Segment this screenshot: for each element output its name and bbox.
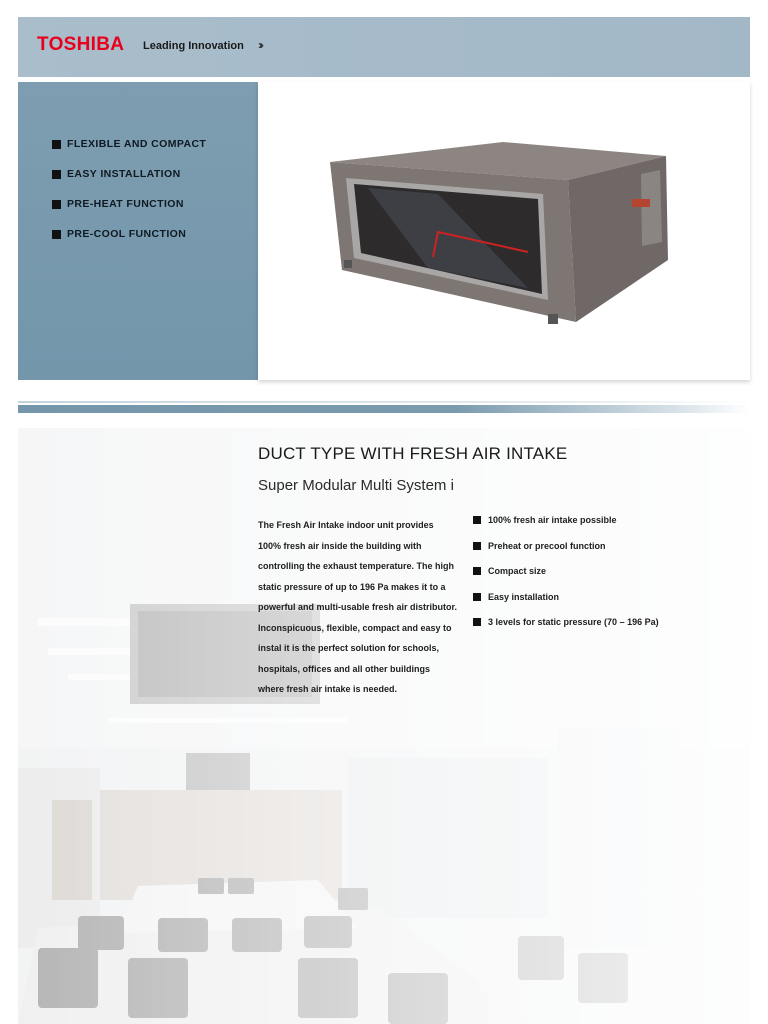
arrows-icon: ››› <box>258 38 261 52</box>
bullet-square-icon <box>52 230 61 239</box>
description-paragraph: Inconspicuous, flexible, compact and easy to instal it is the perfect solution for schools, hospitals, offices and all other buildings where fresh air intake is needed. <box>258 622 452 694</box>
highlight-label: Compact size <box>488 566 547 577</box>
highlight-label: Easy installation <box>488 591 560 602</box>
highlight-item <box>473 617 659 643</box>
feature-item <box>52 228 206 258</box>
feature-label: EASY INSTALLATION <box>67 168 181 180</box>
feature-label: PRE-COOL FUNCTION <box>67 228 187 240</box>
toshiba-logo: TOSHIBA <box>37 34 125 55</box>
bullet-square-icon <box>52 200 61 209</box>
feature-item <box>52 168 206 198</box>
feature-item <box>52 138 206 168</box>
feature-item <box>52 198 206 228</box>
feature-panel <box>18 82 258 380</box>
bullet-square-icon <box>473 542 481 550</box>
bullet-square-icon <box>52 140 61 149</box>
feature-label: PRE-HEAT FUNCTION <box>67 198 184 210</box>
bullet-square-icon <box>473 516 481 524</box>
bullet-square-icon <box>473 593 481 601</box>
highlight-list <box>473 515 659 643</box>
page-subtitle: Super Modular Multi System i <box>258 477 454 494</box>
duct-unit-image <box>258 82 750 380</box>
bullet-square-icon <box>52 170 61 179</box>
description-paragraph: The Fresh Air Intake indoor unit provides 100% fresh air inside the building with controlling the exhaust temperature. The high static pressure of up to 196 Pa makes it to a powerful and multi-usable fresh air distributor. <box>258 520 458 612</box>
divider-bar <box>18 405 750 413</box>
bullet-square-icon <box>473 567 481 575</box>
description-text <box>258 515 458 700</box>
highlight-item <box>473 541 659 567</box>
tagline: Leading Innovation <box>143 40 244 52</box>
divider-line <box>18 401 750 403</box>
feature-label: FLEXIBLE AND COMPACT <box>67 138 207 150</box>
highlight-item <box>473 592 659 618</box>
highlight-item <box>473 566 659 592</box>
highlight-label: 3 levels for static pressure (70 – 196 Pa) <box>488 617 659 628</box>
feature-list <box>52 138 206 258</box>
product-image-frame <box>258 82 750 380</box>
highlight-label: Preheat or precool function <box>488 540 606 551</box>
highlight-item <box>473 515 659 541</box>
page-title: DUCT TYPE WITH FRESH AIR INTAKE <box>258 444 568 463</box>
bullet-square-icon <box>473 618 481 626</box>
header-bar <box>18 17 750 77</box>
highlight-label: 100% fresh air intake possible <box>488 515 617 525</box>
